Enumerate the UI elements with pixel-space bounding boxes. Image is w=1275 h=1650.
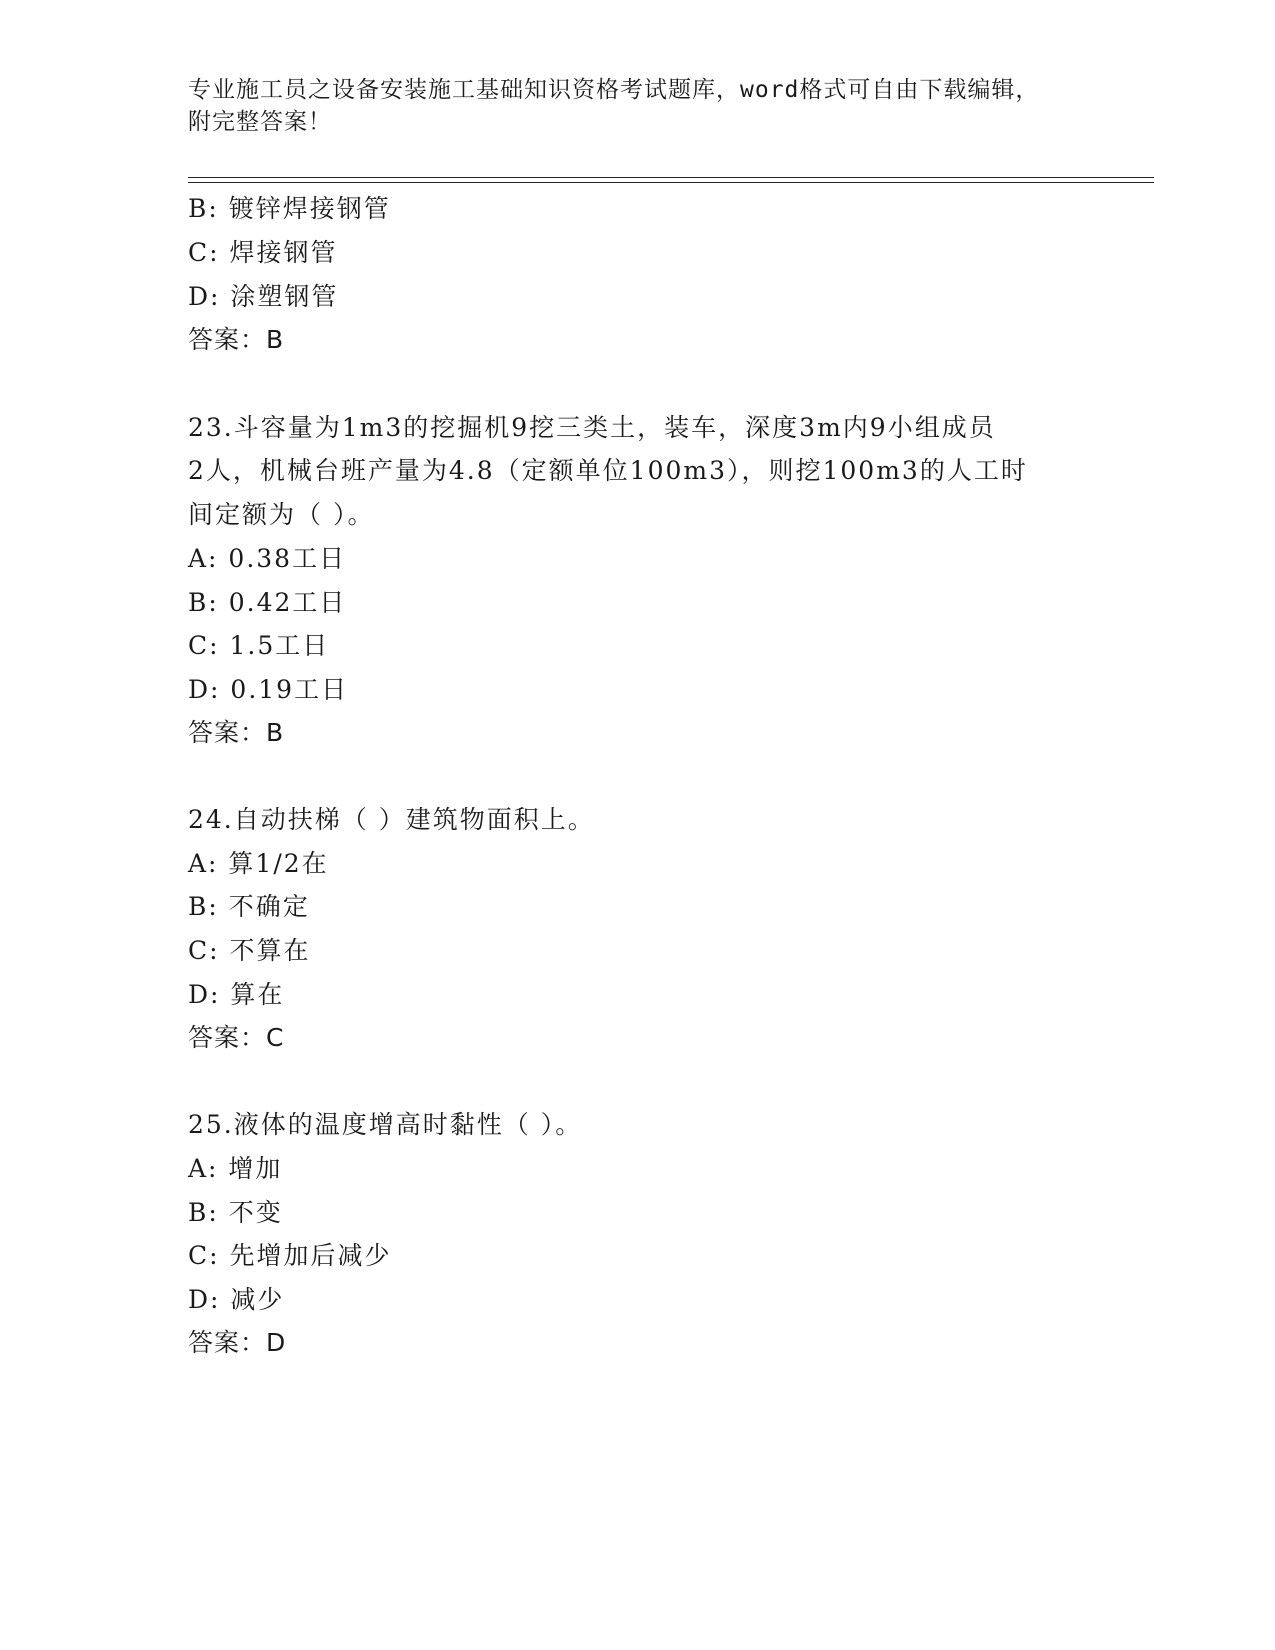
- q23-answer: 答案：B: [188, 718, 285, 747]
- q23-option-d: D: 0.19工日: [188, 675, 349, 704]
- q25-option-d: D: 减少: [188, 1285, 285, 1314]
- q25-option-c: C: 先增加后减少: [188, 1241, 392, 1270]
- prev-answer: 答案：B: [188, 325, 285, 354]
- q24-option-a: A: 算1/2在: [188, 849, 329, 878]
- q23-option-b: B: 0.42工日: [188, 588, 347, 617]
- header-divider-top: [188, 177, 1154, 178]
- prev-option-d: D: 涂塑钢管: [188, 282, 339, 311]
- q23-stem-line-3: 间定额为（ ）。: [188, 500, 375, 529]
- header-divider-bottom: [188, 182, 1154, 183]
- q24-stem: 24.自动扶梯（ ）建筑物面积上。: [188, 805, 595, 834]
- q23-option-a: A: 0.38工日: [188, 544, 347, 573]
- q25-stem: 25.液体的温度增高时黏性（ ）。: [188, 1110, 583, 1139]
- q25-option-a: A: 增加: [188, 1154, 283, 1183]
- q24-answer: 答案：C: [188, 1023, 285, 1052]
- q25-option-b: B: 不变: [188, 1198, 283, 1227]
- document-header: [188, 74, 1068, 138]
- header-line-1: 专业施工员之设备安装施工基础知识资格考试题库，word格式可自由下载编辑，: [188, 77, 1040, 103]
- prev-option-c: C: 焊接钢管: [188, 238, 338, 267]
- q23-option-c: C: 1.5工日: [188, 631, 330, 660]
- q23-stem-line-2: 2人，机械台班产量为4.8（定额单位100m3），则挖100m3的人工时: [188, 456, 1028, 485]
- q24-option-b: B: 不确定: [188, 892, 310, 921]
- q23-stem-line-1: 23.斗容量为1m3的挖掘机9挖三类土，装车，深度3m内9小组成员: [188, 413, 996, 442]
- prev-option-b: B: 镀锌焊接钢管: [188, 194, 391, 223]
- q24-option-d: D: 算在: [188, 980, 285, 1009]
- q25-answer: 答案：D: [188, 1328, 287, 1357]
- header-line-2: 附完整答案！: [188, 109, 332, 135]
- q24-option-c: C: 不算在: [188, 936, 311, 965]
